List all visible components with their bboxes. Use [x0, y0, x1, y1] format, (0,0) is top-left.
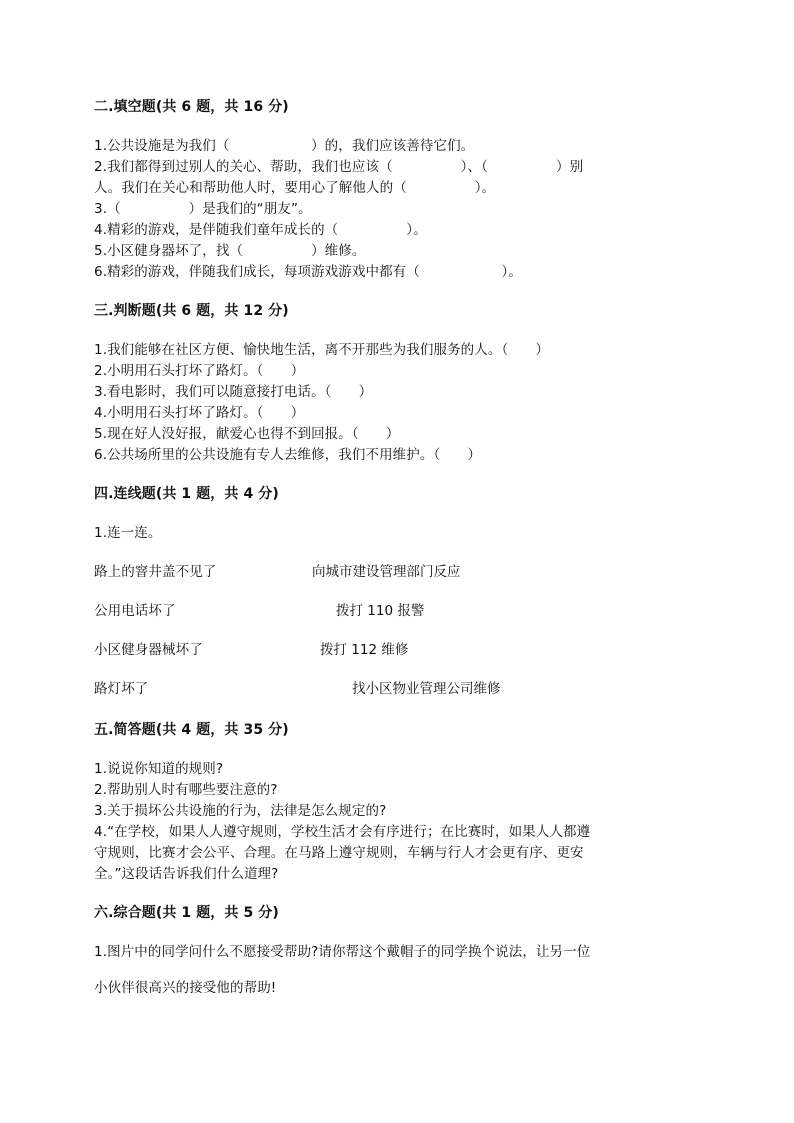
section-heading-short: 五.简答题(共 4 题，共 35 分) [94, 722, 289, 738]
short-question-1: 1.说说你知道的规则? [94, 761, 224, 777]
match-left-3: 小区健身器械坏了 [94, 642, 203, 658]
judge-question-5: 5.现在好人没好报，献爱心也得不到回报。（ ） [94, 426, 400, 442]
section-heading-judge: 三.判断题(共 6 题，共 12 分) [94, 303, 289, 319]
comp-question-1-cont: 小伙伴很高兴的接受他的帮助! [94, 980, 277, 996]
short-question-3: 3.关于损坏公共设施的行为，法律是怎么规定的? [94, 803, 387, 819]
match-right-1: 向城市建设管理部门反应 [312, 564, 461, 580]
judge-question-1: 1.我们能够在社区方便、愉快地生活，离不开那些为我们服务的人。（ ） [94, 342, 550, 358]
fill-question-5: 5.小区健身器坏了，找（ ）维修。 [94, 243, 366, 259]
section-heading-fill: 二.填空题(共 6 题，共 16 分) [94, 99, 289, 115]
short-question-4-cont2: 全。”这段话告诉我们什么道理? [94, 866, 279, 882]
match-left-2: 公用电话坏了 [94, 603, 176, 619]
section-heading-match: 四.连线题(共 1 题，共 4 分) [94, 486, 279, 502]
judge-question-4: 4.小明用石头打坏了路灯。（ ） [94, 405, 305, 421]
fill-question-3: 3.（ ）是我们的“朋友”。 [94, 201, 312, 217]
comp-question-1: 1.图片中的同学问什么不愿接受帮助?请你帮这个戴帽子的同学换个说法，让另一位 [94, 944, 591, 960]
fill-question-1: 1.公共设施是为我们（ ）的，我们应该善待它们。 [94, 138, 475, 154]
match-right-4: 找小区物业管理公司维修 [352, 681, 501, 697]
fill-question-2-cont: 人。我们在关心和帮助他人时，要用心了解他人的（ ）。 [94, 180, 496, 196]
match-right-2: 拨打 110 报警 [336, 603, 425, 619]
judge-question-2: 2.小明用石头打坏了路灯。（ ） [94, 363, 305, 379]
short-question-2: 2.帮助别人时有哪些要注意的? [94, 782, 278, 798]
short-question-4: 4.“在学校，如果人人遵守规则，学校生活才会有序进行；在比赛时，如果人人都遵 [94, 824, 591, 840]
judge-question-3: 3.看电影时，我们可以随意接打电话。（ ） [94, 384, 373, 400]
match-left-1: 路上的窨井盖不见了 [94, 564, 217, 580]
short-question-4-cont1: 守规则，比赛才会公平、合理。在马路上遵守规则，车辆与行人才会更有序、更安 [94, 845, 584, 861]
judge-question-6: 6.公共场所里的公共设施有专人去维修，我们不用维护。（ ） [94, 447, 482, 463]
fill-question-4: 4.精彩的游戏，是伴随我们童年成长的（ ）。 [94, 222, 427, 238]
match-left-4: 路灯坏了 [94, 681, 149, 697]
fill-question-2: 2.我们都得到过别人的关心、帮助，我们也应该（ ）、（ ）别 [94, 159, 584, 175]
section-heading-comp: 六.综合题(共 1 题，共 5 分) [94, 905, 279, 921]
match-intro: 1.连一连。 [94, 525, 162, 541]
fill-question-6: 6.精彩的游戏，伴随我们成长，每项游戏游戏中都有（ ）。 [94, 264, 522, 280]
match-right-3: 拨打 112 维修 [320, 642, 409, 658]
